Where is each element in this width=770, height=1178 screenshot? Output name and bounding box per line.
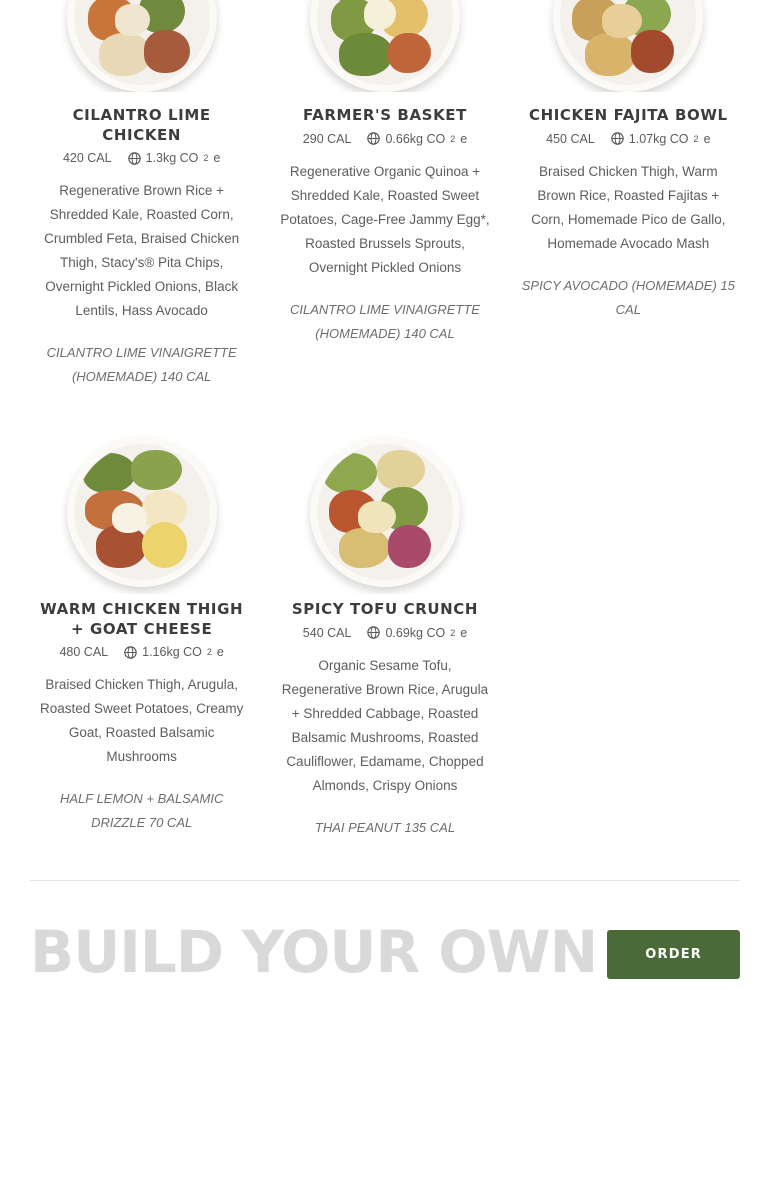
menu-item-stats	[277, 132, 492, 146]
globe-icon	[124, 646, 137, 659]
co2-value: 0.69kg CO	[385, 625, 446, 640]
menu-item-title: CHICKEN FAJITA BOWL	[528, 106, 728, 124]
menu-grid-empty-cell	[507, 429, 750, 840]
calorie-stat	[303, 132, 352, 146]
menu-item-image-wrap	[277, 429, 492, 594]
menu-card-cilantro-lime-chicken[interactable]	[20, 0, 263, 389]
calorie-value: 420 CAL	[62, 151, 112, 165]
co2-value: 1.16kg CO	[142, 645, 202, 659]
menu-item-title: WARM CHICKEN THIGH + GOAT CHEESE	[40, 600, 244, 638]
co2-subscript: 2	[450, 627, 456, 638]
globe-icon	[367, 626, 380, 639]
co2-subscript: 2	[693, 133, 699, 144]
menu-item-stats	[521, 132, 736, 146]
globe-icon	[611, 132, 624, 145]
co2-value: 1.07kg CO	[628, 131, 689, 146]
menu-item-dressing: CILANTRO LIME VINAIGRETTE (HOMEMADE) 140 CAL	[290, 301, 480, 341]
bowl-rim	[310, 0, 460, 92]
co2-suffix: e	[213, 151, 221, 165]
co2-value: 1.3kg CO	[145, 151, 199, 165]
co2-stat	[128, 151, 221, 165]
menu-item-title: SPICY TOFU CRUNCH	[291, 600, 479, 618]
calorie-value: 450 CAL	[546, 131, 595, 146]
menu-item-image-wrap	[521, 0, 736, 92]
menu-card-chicken-fajita-bowl[interactable]	[507, 0, 750, 389]
menu-item-image-wrap	[277, 0, 492, 92]
menu-item-image-wrap	[34, 429, 249, 594]
co2-stat	[124, 645, 224, 659]
menu-card-farmers-basket[interactable]	[263, 0, 506, 389]
menu-item-title: FARMER'S BASKET	[303, 106, 467, 124]
co2-suffix: e	[460, 625, 468, 640]
menu-item-image-farmers-basket	[310, 0, 460, 92]
calorie-value: 290 CAL	[302, 131, 352, 146]
menu-item-ingredients: Regenerative Brown Rice + Shredded Kale, Roasted Corn, Crumbled Feta, Braised Chicken Thigh, Stacy's® Pita Chips, Overnight Pickled Onions, Black Lentils, Hass Avocado	[44, 183, 240, 318]
co2-subscript: 2	[203, 153, 209, 163]
bowl-rim	[553, 0, 703, 92]
build-your-own-title: BUILD YOUR OWN	[30, 917, 598, 986]
calorie-value: 480 CAL	[59, 645, 109, 659]
menu-grid-row-1	[0, 0, 770, 389]
menu-item-title: CILANTRO LIME CHICKEN	[72, 106, 211, 144]
co2-suffix: e	[216, 645, 224, 659]
co2-stat	[611, 132, 711, 146]
calorie-stat	[59, 645, 108, 659]
menu-item-image-warm-chicken-thigh-goat-cheese	[67, 437, 217, 587]
co2-subscript: 2	[450, 133, 456, 144]
menu-item-dressing: SPICY AVOCADO (HOMEMADE) 15 CAL	[521, 277, 735, 317]
menu-card-spicy-tofu-crunch[interactable]	[263, 429, 506, 840]
menu-item-ingredients: Regenerative Organic Quinoa + Shredded Kale, Roasted Sweet Potatoes, Cage-Free Jammy Egg*, Roasted Brussels Sprouts, Overnight Pickled Onions	[280, 163, 490, 275]
menu-item-stats	[277, 626, 492, 640]
bowl-rim	[67, 437, 217, 587]
menu-item-ingredients: Organic Sesame Tofu, Regenerative Brown Rice, Arugula + Shredded Cabbage, Roasted Balsamic Mushrooms, Roasted Cauliflower, Edamame, Chopped Almonds, Crispy Onions	[281, 657, 489, 793]
menu-item-image-cilantro-lime-chicken	[67, 0, 217, 92]
calorie-stat	[546, 132, 595, 146]
menu-item-ingredients: Braised Chicken Thigh, Arugula, Roasted Sweet Potatoes, Creamy Goat, Roasted Balsamic Mushrooms	[39, 677, 244, 764]
globe-icon	[128, 152, 141, 165]
menu-item-dressing: THAI PEANUT 135 CAL	[314, 819, 456, 835]
menu-card-warm-chicken-thigh-goat-cheese[interactable]	[20, 429, 263, 840]
co2-value: 0.66kg CO	[385, 131, 446, 146]
menu-item-stats	[34, 645, 249, 659]
menu-item-stats	[34, 151, 249, 165]
co2-stat	[367, 132, 467, 146]
menu-item-image-spicy-tofu-crunch	[310, 437, 460, 587]
calorie-stat	[303, 626, 352, 640]
calorie-value: 540 CAL	[302, 625, 352, 640]
co2-stat	[367, 626, 467, 640]
co2-subscript: 2	[206, 647, 212, 657]
order-button[interactable]: ORDER	[607, 930, 740, 979]
bowl-rim	[310, 437, 460, 587]
menu-item-dressing: CILANTRO LIME VINAIGRETTE (HOMEMADE) 140 CAL	[46, 345, 237, 384]
co2-suffix: e	[703, 131, 711, 146]
menu-item-image-wrap	[34, 0, 249, 92]
calorie-stat	[63, 151, 112, 165]
co2-suffix: e	[460, 131, 468, 146]
bowl-rim	[67, 0, 217, 92]
build-your-own-section	[0, 881, 770, 986]
menu-item-image-chicken-fajita-bowl	[553, 0, 703, 92]
menu-grid-row-2	[0, 429, 770, 840]
menu-item-ingredients: Braised Chicken Thigh, Warm Brown Rice, Roasted Fajitas + Corn, Homemade Pico de Gallo, Homemade Avocado Mash	[531, 163, 726, 251]
menu-item-dressing: HALF LEMON + BALSAMIC DRIZZLE 70 CAL	[59, 791, 224, 830]
globe-icon	[367, 132, 380, 145]
